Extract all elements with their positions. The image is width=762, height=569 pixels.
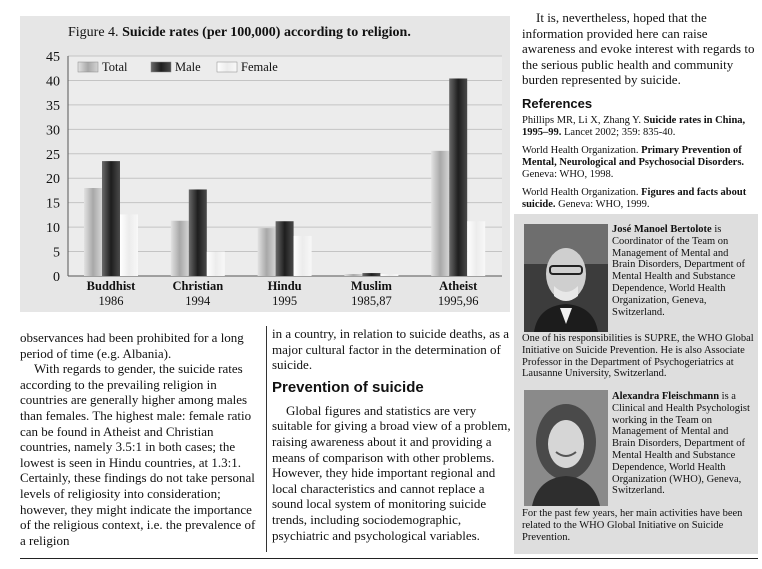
references-heading: References (522, 95, 593, 111)
figure-label: Figure 4. (68, 25, 119, 40)
y-tick-label: 25 (46, 147, 60, 163)
bar-female (294, 236, 312, 276)
right-column (522, 10, 758, 217)
middle-column (272, 326, 512, 543)
right-paragraph: It is, nevertheless, hoped that the information provided here can raise awareness and evoke interest with regards to the serious public health and community burden represented by suicide. (522, 10, 755, 88)
x-tick-year: 1994 (185, 294, 211, 308)
x-tick-label: Christian (172, 279, 224, 293)
x-tick-year: 1995 (272, 294, 298, 308)
bar-male (189, 189, 207, 276)
bar-female (120, 214, 138, 276)
y-tick-label: 15 (46, 196, 60, 212)
y-tick-label: 20 (46, 172, 60, 188)
author-photo-fleischmann (524, 390, 608, 506)
bar-female (207, 252, 225, 276)
bar-total (258, 228, 276, 276)
y-tick-label: 10 (46, 221, 60, 237)
legend-label: Male (175, 60, 201, 74)
x-tick-year: 1986 (98, 294, 124, 308)
bar-male (102, 161, 120, 276)
middle-paragraph-1: in a country, in relation to suicide deaths, as a major cultural factor in the determination of suicide. (272, 326, 510, 373)
middle-paragraph-2: Global figures and statistics are very suitable for giving a broad view of a problem, raising awareness about it and providing a means of comparison with other problems. However, they hide important regional and local characteristics and cannot replace a sound local system of monitoring suicide trends, including sociodemographic, psychiatric and psychological variables. (272, 402, 511, 543)
column-divider (266, 326, 267, 552)
section-heading: Prevention of suicide (272, 378, 424, 396)
bar-male (449, 78, 467, 276)
y-tick-label: 40 (46, 74, 60, 90)
x-tick-label: Atheist (439, 279, 478, 293)
bar-total (344, 274, 362, 276)
legend-swatch (151, 62, 171, 72)
bar-male (362, 273, 380, 276)
author-photo-bertolote (524, 224, 608, 332)
legend-swatch (78, 62, 98, 72)
bar-total (431, 151, 449, 276)
legend-label: Total (102, 60, 128, 74)
author-1-bio-continued: One of his responsibilities is SUPRE, the WHO Global Initiative on Suicide Prevention. He is also Associate Professor in the Department of Psychogeriatrics at Lausanne University, Switzerland. (522, 333, 754, 380)
author-2-bio: Alexandra Fleischmann is a Clinical and Health Psychologist working in the Team on Management of Mental and Brain Disorders, Department of Mental Health and Substance Dependence, World Health Organization (WHO), Geneva, Switzerland. (612, 391, 750, 497)
x-tick-label: Muslim (350, 279, 392, 293)
bottom-rule (20, 558, 758, 559)
reference-item: World Health Organization. Figures and facts about suicide. Geneva: WHO, 1999. (522, 186, 747, 210)
x-tick-year: 1995,96 (437, 294, 479, 308)
left-column (20, 330, 262, 548)
figure-4 (20, 16, 510, 312)
legend-swatch (217, 62, 237, 72)
y-tick-label: 45 (46, 50, 60, 65)
bar-chart (20, 16, 510, 312)
bar-total (84, 188, 102, 276)
bar-male (276, 221, 294, 276)
y-tick-label: 30 (46, 123, 60, 139)
y-tick-label: 35 (46, 98, 60, 114)
left-paragraph-1: observances had been prohibited for a long period of time (e.g. Albania). (20, 330, 244, 361)
author-2-bio-continued: For the past few years, her main activities have been related to the WHO Global Initiative on Suicide Prevention. (522, 508, 743, 543)
bar-female (467, 221, 485, 276)
x-tick-label: Hindu (267, 279, 302, 293)
x-tick-label: Buddhist (86, 279, 136, 293)
y-tick-label: 5 (53, 245, 60, 261)
reference-item: Phillips MR, Li X, Zhang Y. Suicide rates in China, 1995–99. Lancet 2002; 359: 835-40. (522, 114, 746, 138)
legend-label: Female (241, 60, 278, 74)
bar-total (171, 221, 189, 276)
author-1-name: José Manoel Bertolote (612, 224, 712, 235)
author-1-bio: José Manoel Bertolote is Coordinator of the Team on Management of Mental and Brain Disorders, Department of Mental Health and Substance Dependence, World Health Organization, Geneva, Switzerland. (612, 224, 745, 318)
x-tick-year: 1985,87 (351, 294, 392, 308)
y-tick-label: 0 (53, 270, 60, 285)
figure-title: Suicide rates (per 100,000) according to religion. (122, 25, 411, 40)
authors-box (514, 214, 758, 554)
left-paragraph-2: With regards to gender, the suicide rates according to the prevailing religion in countries are generally higher among males than females. The highest male: female ratio can be found in Atheist and Christian countries, namely 3.5:1 in both cases; the lowest is seen in Hindu countries, at 1.3:1. Certainly, these findings do not take personal levels of religiosity into consideration; however, they might indicate the importance of the religious context, i.e. the prevalence of a religion (20, 361, 256, 548)
bar-female (380, 274, 398, 276)
author-2-name: Alexandra Fleischmann (612, 391, 720, 402)
reference-item: World Health Organization. Primary Prevention of Mental, Neurological and Psychosocial Disorders. Geneva: WHO, 1998. (522, 144, 745, 180)
